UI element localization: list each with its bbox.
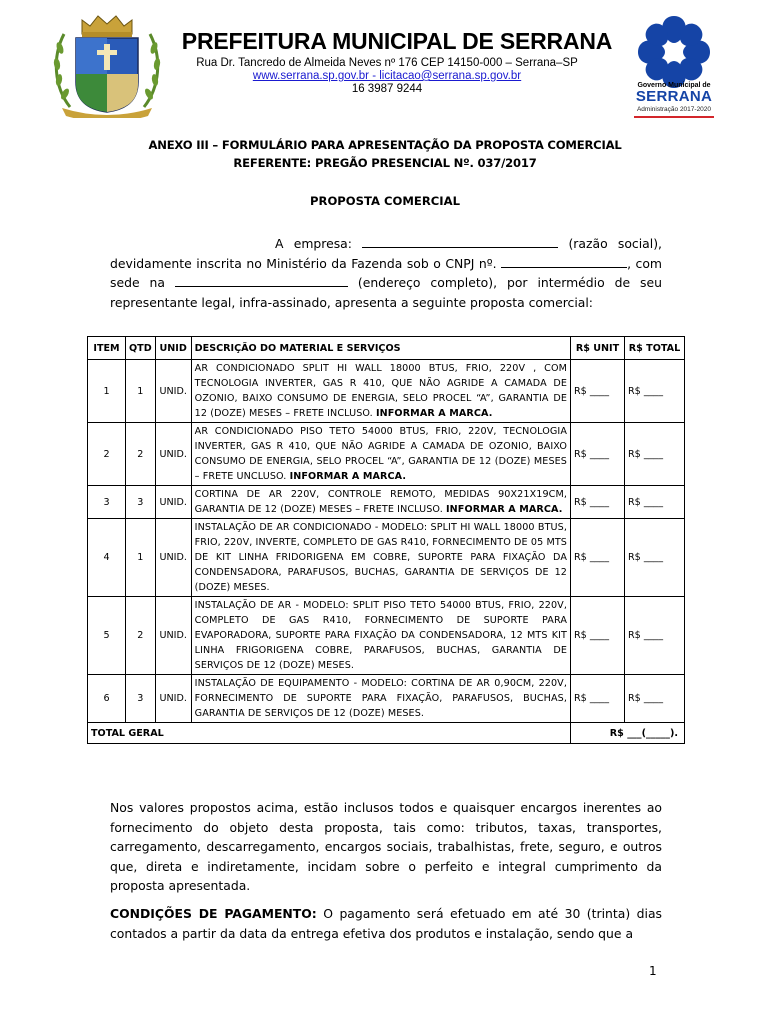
cell-item: 3 <box>88 486 126 519</box>
header-title: PREFEITURA MUNICIPAL DE SERRANA <box>181 28 613 54</box>
municipal-crest-logo <box>48 12 166 118</box>
header-phone: 16 3987 9244 <box>351 83 423 95</box>
payment-text: O pagamento será efetuado em até 30 (trinta) dias contados a partir da data da entrega efetiva dos produtos e instalação, sendo que a <box>110 906 663 941</box>
intro-text-c: , com sede na <box>110 255 662 290</box>
description-bold-note: INFORMAR A MARCA. <box>289 471 407 482</box>
cell-description: INSTALAÇÃO DE EQUIPAMENTO - MODELO: CORTINA DE AR 0,90CM, 220V, FORNECIMENTO DE SUPORTE PARA FIXAÇÃO, PARAFUSOS, BUCHAS, GARANTIA DE SERVIÇOS DE 12 (DOZE) MESES. <box>191 675 570 723</box>
cell-total-price[interactable]: R$ ____ <box>625 519 685 597</box>
reference-heading: REFERENTE: PREGÃO PRESENCIAL Nº. 037/2017 <box>233 156 537 170</box>
header-address: Rua Dr. Tancredo de Almeida Neves nº 176 CEP 14150-000 – Serrana–SP <box>196 57 578 69</box>
header-total-price: R$ TOTAL <box>625 337 685 360</box>
description-bold-note: INFORMAR A MARCA. <box>375 408 493 419</box>
description-text: AR CONDICIONADO SPLIT HI WALL 18000 BTUS, FRIO, 220V , COM TECNOLOGIA INVERTER, GAS R 410, QUE NÃO AGRIDE A CAMADA DE OZONIO, BAIXO CONSUMO DE ENERGIA, SELO PROCEL “A”, GARANTIA DE 12 (DOZE) MESES – FRETE INCLUSO. <box>194 363 567 419</box>
cell-unid: UNID. <box>155 597 191 675</box>
cell-qtd: 3 <box>126 675 156 723</box>
contact-separator: - <box>369 70 380 82</box>
intro-paragraph <box>110 234 662 312</box>
cell-total-price[interactable]: R$ ____ <box>625 675 685 723</box>
cell-description: INSTALAÇÃO DE AR CONDICIONADO - MODELO: SPLIT HI WALL 18000 BTUS, FRIO, 220V, INVERTE, COMPLETO DE GAS R410, FORNECIMENTO DE 05 MTS DE KIT LINHA FRIDORIGENA EM COBRE, SUPORTE PARA FIXAÇÃO DA CONDENSADORA, PARAFUSOS, BUCHAS, GARANTIA DE SERVIÇOS DE 12 (DOZE) MESES. <box>191 519 570 597</box>
header-description: DESCRIÇÃO DO MATERIAL E SERVIÇOS <box>191 337 570 360</box>
cell-unit-price[interactable]: R$ ____ <box>571 360 625 423</box>
intro-text-b: (razão social), devidamente inscrita no Ministério da Fazenda sob o CNPJ nº. <box>110 236 662 271</box>
header-unid: UNID <box>155 337 191 360</box>
costs-paragraph: Nos valores propostos acima, estão inclusos todos e quaisquer encargos inerentes ao fornecimento do objeto desta proposta, tais como: tributos, taxas, transportes, carregamento, descarregamento, encargos sociais, trabalhistas, frete, seguro, e outros que, direta e indiretamente, incidam sobre o perfeito e integral cumprimento da proposta apresentada. <box>110 800 662 893</box>
cell-unit-price[interactable]: R$ ____ <box>571 597 625 675</box>
table-header-row <box>88 337 685 360</box>
table-row <box>88 360 685 423</box>
cell-item: 2 <box>88 423 126 486</box>
header-unit-price: R$ UNIT <box>571 337 625 360</box>
description-bold-note: INFORMAR A MARCA. <box>446 504 563 515</box>
cell-qtd: 2 <box>126 423 156 486</box>
total-row <box>88 723 685 744</box>
cell-description <box>191 423 570 486</box>
header-qtd: QTD <box>126 337 156 360</box>
cell-unit-price[interactable]: R$ ____ <box>571 519 625 597</box>
cell-unid: UNID. <box>155 486 191 519</box>
header-item: ITEM <box>88 337 126 360</box>
cell-total-price[interactable]: R$ ____ <box>625 486 685 519</box>
cell-qtd: 1 <box>126 360 156 423</box>
logo-line-2: SERRANA <box>635 88 713 105</box>
cell-unit-price[interactable]: R$ ____ <box>571 486 625 519</box>
cell-qtd: 1 <box>126 519 156 597</box>
cell-description: INSTALAÇÃO DE AR - MODELO: SPLIT PISO TETO 54000 BTUS, FRIO, 220V, COMPLETO DE GAS R410, FORNECIMENTO DE SUPORTE PARA EVAPORADORA, SUPORTE PARA FIXAÇÃO DA CONDENSADORA, 12 MTS KIT LINHA FRIGORIGENA COBRE, PARAFUSOS, BUCHAS, GARANTIA DE SERVIÇOS DE 12 (DOZE) MESES. <box>191 597 570 675</box>
cell-item: 4 <box>88 519 126 597</box>
cell-description <box>191 360 570 423</box>
address-blank[interactable] <box>175 274 348 287</box>
cell-total-price[interactable]: R$ ____ <box>625 360 685 423</box>
proposal-items-table <box>87 336 685 744</box>
cell-unid: UNID. <box>155 675 191 723</box>
cell-unid: UNID. <box>155 519 191 597</box>
cell-qtd: 2 <box>126 597 156 675</box>
table-row <box>88 486 685 519</box>
website-link[interactable]: www.serrana.sp.gov.br <box>252 70 370 82</box>
cell-unid: UNID. <box>155 423 191 486</box>
cell-unit-price[interactable]: R$ ____ <box>571 423 625 486</box>
cell-unit-price[interactable]: R$ ____ <box>571 675 625 723</box>
cell-item: 5 <box>88 597 126 675</box>
description-text: AR CONDICIONADO PISO TETO 54000 BTUS, FRIO, 220V, TECNOLOGIA INVERTER, GAS R 410, QUE NÃO AGRIDE A CAMADA DE OZONIO, BAIXO CONSUMO DE ENERGIA, SELO PROCEL “A”, GARANTIA DE 12 (DOZE) MESES – FRETE UNCLUSO. <box>194 426 567 482</box>
cell-item: 1 <box>88 360 126 423</box>
table-row <box>88 519 685 597</box>
annex-heading: ANEXO III – FORMULÁRIO PARA APRESENTAÇÃO DA PROPOSTA COMERCIAL <box>148 138 622 152</box>
header-contact-line <box>172 70 602 82</box>
payment-label: CONDIÇÕES DE PAGAMENTO: <box>110 906 317 921</box>
intro-text-a: A empresa: <box>275 236 352 251</box>
payment-paragraph <box>110 904 662 943</box>
page-number: 1 <box>649 964 657 978</box>
cnpj-blank[interactable] <box>501 255 627 268</box>
description-text: CORTINA DE AR 220V, CONTROLE REMOTO, MEDIDAS 90X21X19CM, GARANTIA DE 12 (DOZE) MESES – FRETE INCLUSO. <box>194 489 567 515</box>
table-row <box>88 597 685 675</box>
cell-description <box>191 486 570 519</box>
email-link[interactable]: licitacao@serrana.sp.gov.br <box>379 70 522 82</box>
intro-text-d: (endereço completo), por intermédio de seu representante legal, infra-assinado, apresenta a seguinte proposta comercial: <box>110 275 662 310</box>
cell-unid: UNID. <box>155 360 191 423</box>
table-row <box>88 423 685 486</box>
table-row <box>88 675 685 723</box>
logo-line-3: Administração 2017-2020 <box>636 106 712 113</box>
total-value[interactable]: R$ ___(_____). <box>571 723 685 744</box>
total-label: TOTAL GERAL <box>88 723 571 744</box>
proposal-title: PROPOSTA COMERCIAL <box>310 194 460 208</box>
cell-item: 6 <box>88 675 126 723</box>
cell-total-price[interactable]: R$ ____ <box>625 423 685 486</box>
company-name-blank[interactable] <box>362 235 558 248</box>
cell-qtd: 3 <box>126 486 156 519</box>
cell-total-price[interactable]: R$ ____ <box>625 597 685 675</box>
logo-line-1: Governo Municipal de <box>637 82 711 89</box>
